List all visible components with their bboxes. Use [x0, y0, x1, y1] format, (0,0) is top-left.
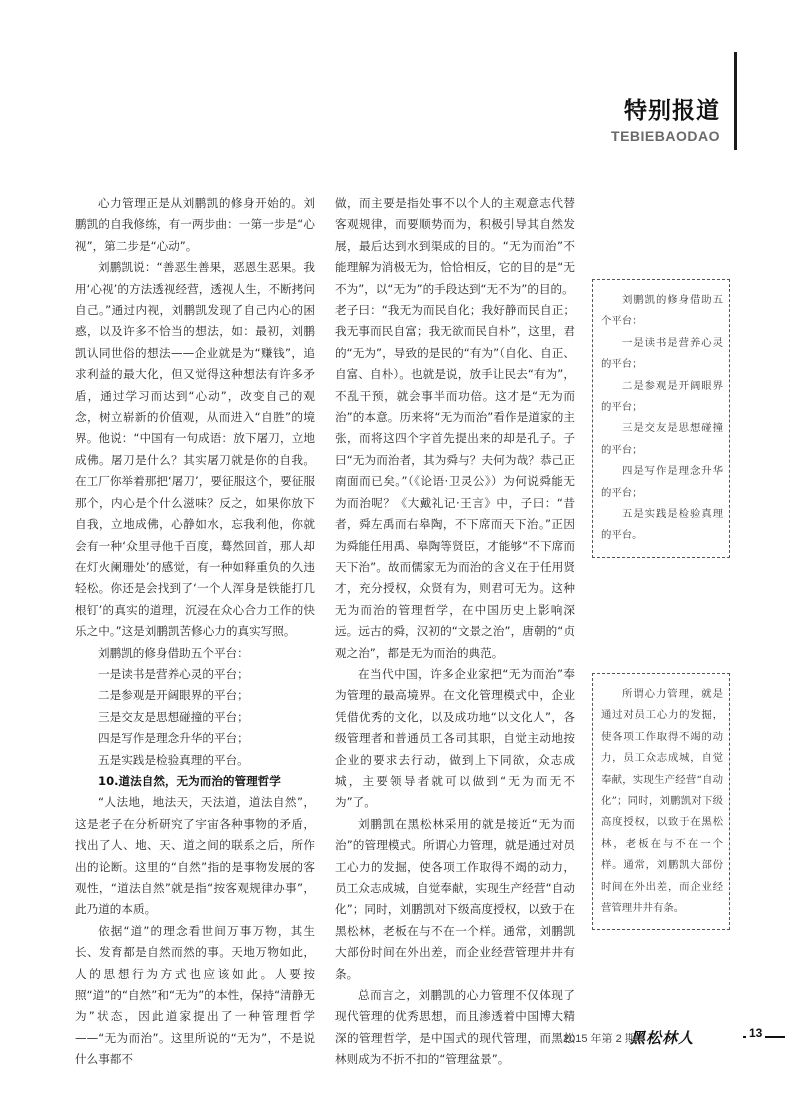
section-subtitle: TEBIEBAODAO: [611, 128, 720, 144]
issue-label: 2015 年第 2 期: [563, 1033, 636, 1045]
body-paragraph: 在当代中国，许多企业家把“无为而治”奉为管理的最高境界。在文化管理模式中，企业凭借优秀的文化，以及成功地“以文化人”，各级管理者和普通员工各司其职，自觉主动地按企业的要求去行动，做到上下同欲，众志成城，主要领导者就可以做到“无为而无不为”了。: [335, 666, 575, 810]
list-item: 二是参观是开阔眼界的平台；: [98, 688, 249, 703]
magazine-logo: 黑松林人: [630, 1029, 695, 1047]
page-number: 13: [746, 1026, 765, 1040]
callout-box-platforms: [592, 279, 730, 558]
list-item: 一是读书是营养心灵的平台；: [98, 666, 249, 681]
callout-text: 一是读书是营养心灵的平台；: [601, 336, 723, 371]
callout-text: 二是参观是开阔眼界的平台；: [601, 379, 723, 414]
middle-column: [335, 193, 575, 1071]
list-item: 三是交友是思想碰撞的平台；: [98, 709, 249, 724]
callout-text: 刘鹏凯的修身借助五个平台：: [601, 294, 723, 328]
body-paragraph: 依据“道”的理念看世间万事万物，其生长、发育都是自然而然的事。天地万物如此，人的思想行为方式也应该如此。人要按照“道”的“自然”和“无为”的本性，保持“清静无为”状态，因此道家提出了一种管理哲学——“无为而治”。这里所说的“无为”，不是说什么事都不: [75, 923, 315, 1067]
callout-text: 四是写作是理念升华的平台；: [601, 465, 723, 499]
body-paragraph: 刘鹏凯说：“善恶生善果，恶恩生恶果。我用‘心视’的方法透视经营，透视人生，不断拷问自己。”通过内视，刘鹏凯发现了自己内心的困惑，以及许多不恰当的想法，如：最初，刘鹏凯认同世俗的想法——企业就是为“赚钱”，追求利益的最大化，但又觉得这种想法有许多矛盾，通过学习而达到“心动”，改变自己的观念，树立崭新的价值观，从而进入“自胜”的境界。他说：“中国有一句成语：放下屠刀，立地成佛。屠刀是什么？其实屠刀就是你的自我。在工厂你举着那把‘屠刀’，要征服这个，要征服那个，内心是个什么滋味？反之，如果你放下自我，立地成佛，心静如水，忘我利他，你就会有一种‘众里寻他千百度，蓦然回首，那人却在灯火阑珊处’的感觉，有一种如释重负的久违轻松。你还是会找到了‘一个人浑身是铁能打几根钉’的真实的道理，沉浸在众心合力工作的快乐之中。”这是刘鹏凯苦修心力的真实写照。: [75, 260, 315, 639]
callout-text: 五是实践是检验真理的平台。: [601, 508, 723, 542]
body-paragraph: 心力管理正是从刘鹏凯的修身开始的。刘鹏凯的自我修练，有一两步曲：一第一步是“心视”，第二步是“心动”。: [75, 196, 315, 253]
body-paragraph: 刘鹏凯在黑松林采用的就是接近“无为而治”的管理模式。所谓心力管理，就是通过对员工心力的发掘，使各项工作取得不竭的动力，员工众志成城，自觉奉献，实现生产经营“自动化”；同时，刘鹏凯对下级高度授权，以致于在黑松林，老板在与不在一个样。通常，刘鹏凯大部份时间在外出差，而企业经营管理井井有条。: [335, 816, 575, 981]
callout-box-management: [592, 673, 730, 930]
header-divider: [734, 52, 737, 150]
body-paragraph: 刘鹏凯的修身借助五个平台：: [98, 645, 249, 660]
list-item: 四是写作是理念升华的平台；: [98, 731, 249, 746]
section-title: 特别报道: [624, 98, 720, 124]
list-item: 五是实践是检验真理的平台。: [98, 752, 249, 767]
section-heading: 10.道法自然，无为而治的管理哲学: [98, 773, 281, 788]
body-paragraph: 老子曰：“我无为而民自化；我好静而民自正；我无事而民自富；我无欲而民自朴”，这里，君的“无为”，导致的是民的“有为”（自化、自正、自富、自朴）。也就是说，放手让民去“有为”，不乱干预，就会事半而功倍。这才是“无为而治”的本意。历来将“无为而治”看作是道家的主张，而将这四个字首先提出来的却是孔子。子曰“无为而治者，其为舜与？夫何为哉？恭己正南面而已矣。”（《论语·卫灵公》）为何说舜能无为而治呢？《大戴礼记·王言》中，子曰：“昔者，舜左禹而右皋陶，不下席而天下治。”正因为舜能任用禹、皋陶等贤臣，才能够“不下席而天下治”。故而儒家无为而治的含义在于任用贤才，充分授权，众贤有为，则君可无为。这种无为而治的管理哲学，在中国历史上影响深远。远古的舜，汉初的“文景之治”，唐朝的“贞观之治”，都是无为而治的典范。: [335, 303, 575, 660]
body-paragraph: 做，而主要是指处事不以个人的主观意志代替客观规律，而要顺势而为，积极引导其自然发展，最后达到水到渠成的目的。“无为而治”不能理解为消极无为，恰恰相反，它的目的是“无不为”，以“无为”的手段达到“无不为”的目的。: [335, 196, 575, 296]
body-paragraph: 总而言之，刘鹏凯的心力管理不仅体现了现代管理的优秀思想，而且渗透着中国博大精深的管理哲学，是中国式的现代管理，而黑松林则成为不折不扣的“管理盆景”。: [335, 988, 575, 1067]
left-column: [75, 193, 315, 1071]
callout-text: 所谓心力管理，就是通过对员工心力的发掘，使各项工作取得不竭的动力，员工众志成城，自觉奉献，实现生产经营“自动化”；同时，刘鹏凯对下级高度授权，以致于在黑松林，老板在与不在一个样。通常，刘鹏凯大部份时间在外出差，而企业经营管理井井有条。: [601, 688, 723, 915]
page-footer: [560, 1028, 770, 1046]
callout-text: 三是交友是思想碰撞的平台；: [601, 422, 723, 456]
body-paragraph: “人法地，地法天，天法道，道法自然”，这是老子在分析研究了宇宙各种事物的矛盾，找出了人、地、天、道之间的联系之后，所作出的论断。这里的“自然”指的是事物发展的客观性，“道法自然”就是指“按客观规律办事”，此乃道的本质。: [75, 795, 315, 917]
